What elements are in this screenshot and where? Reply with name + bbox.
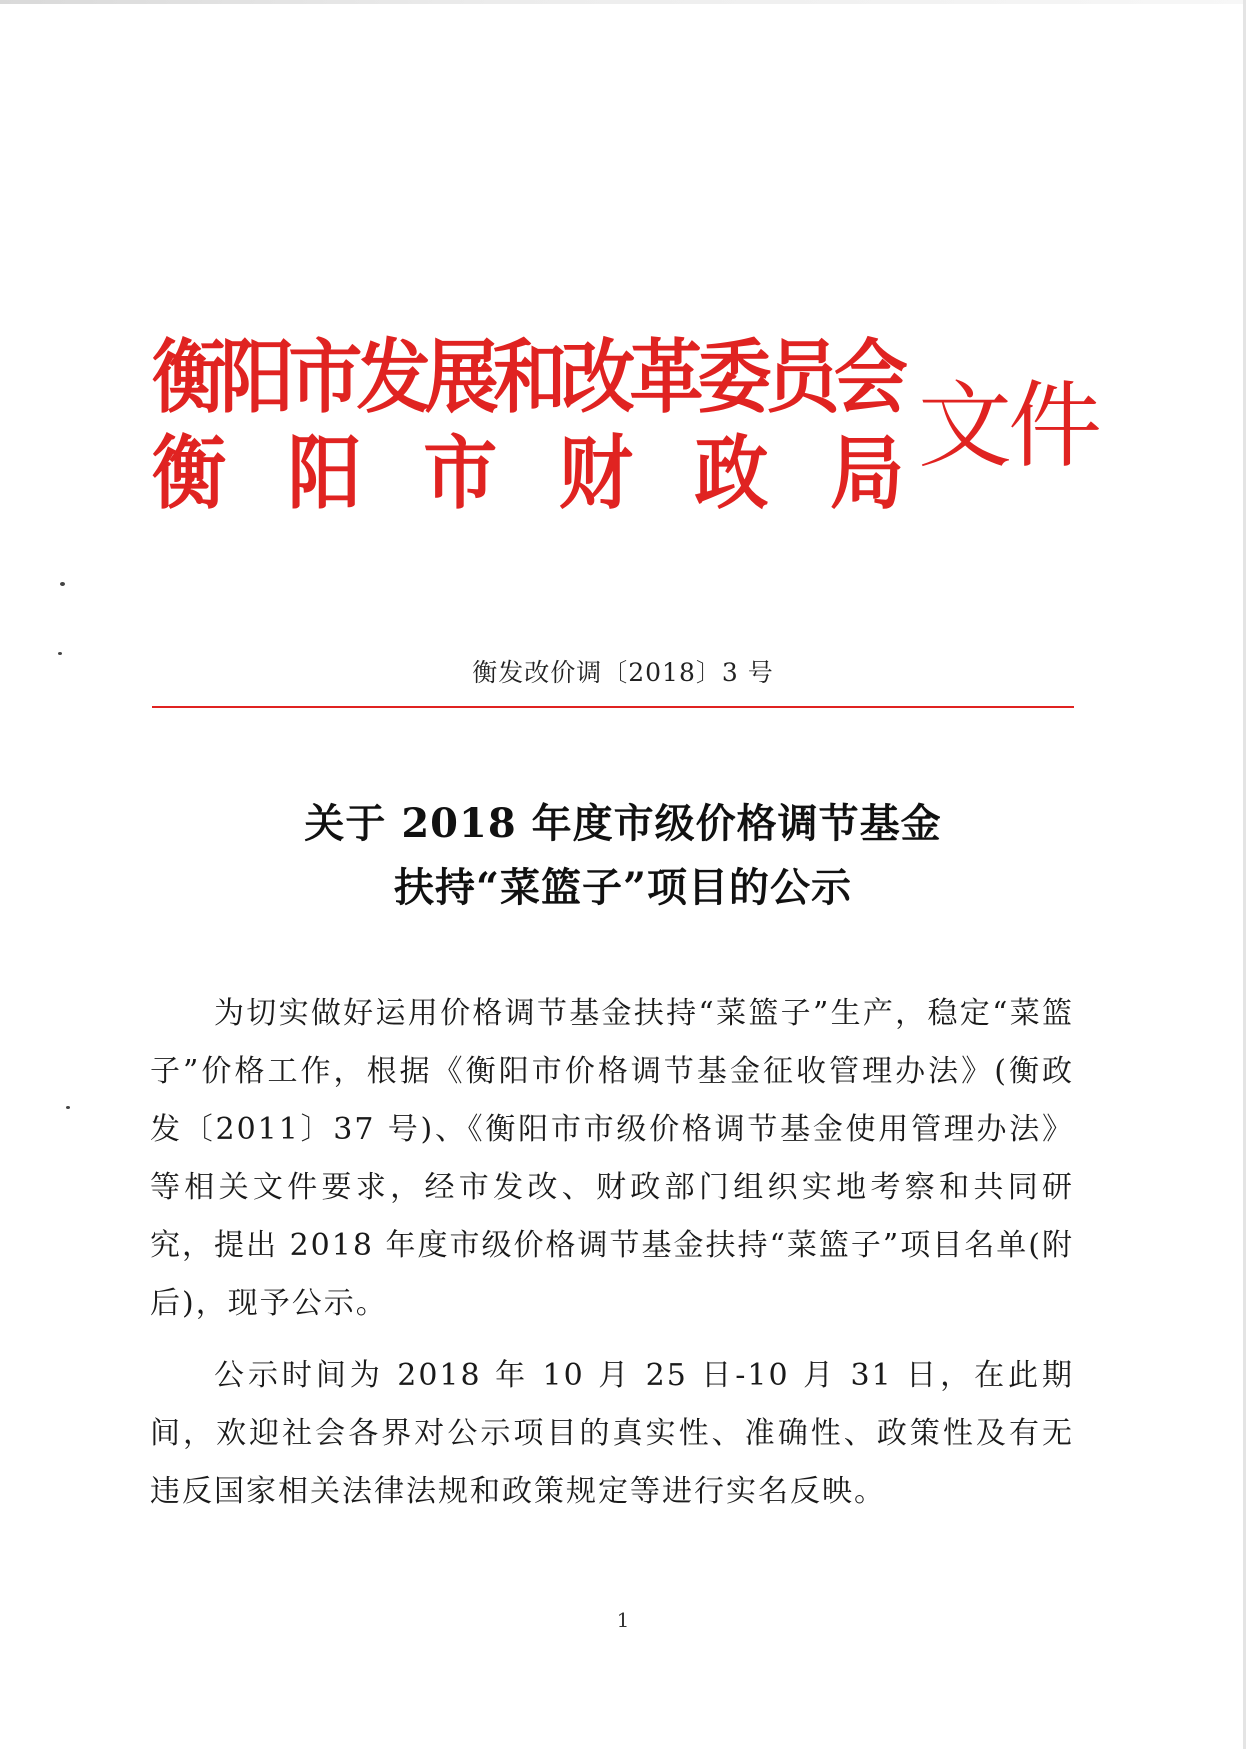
org-char: 阳: [220, 331, 289, 425]
org-char: 和: [492, 331, 561, 425]
org-char: 展: [424, 331, 493, 425]
org-char: 改: [561, 331, 630, 425]
title-line-2: 扶持“菜篮子”项目的公示: [393, 864, 852, 911]
org-char: 衡: [152, 427, 224, 521]
page-number: 1: [616, 1608, 630, 1632]
org-char: 财: [558, 427, 631, 521]
org-char: 市: [288, 331, 357, 425]
org-char: 委: [697, 331, 766, 425]
org-char: 局: [829, 427, 902, 521]
org-char: 政: [694, 427, 767, 521]
body-paragraph: 为切实做好运用价格调节基金扶持“菜篮子”生产，稳定“菜篮子”价格工作，根据《衡阳市价格调节基金征收管理办法》(衡政发〔2011〕37 号)、《衡阳市市级价格调节基金使用管理办法》等相关文件要求，经市发改、财政部门组织实地考察和共同研究，提出 2018 年度市级价格调节基金扶持“菜篮子”项目名单(附后)，现予公示。: [150, 996, 1074, 1321]
org-name-line-2: [152, 422, 902, 526]
org-char: 革: [629, 331, 698, 425]
red-separator-line: [152, 706, 1074, 708]
org-char: 发: [356, 331, 425, 425]
org-char: 会: [833, 331, 902, 425]
issuing-organizations: [152, 330, 902, 522]
document-type-label: 文件: [918, 372, 1099, 481]
scan-edge-top: [0, 0, 1246, 4]
title-line-1: 关于 2018 年度市级价格调节基金: [304, 800, 942, 847]
org-char: 衡: [152, 331, 220, 425]
body-paragraph: 公示时间为 2018 年 10 月 25 日-10 月 31 日，在此期间，欢迎社会各界对公示项目的真实性、准确性、政策性及有无违反国家相关法律法规和政策规定等进行实名反映。: [150, 1358, 1074, 1509]
org-char: 市: [423, 427, 496, 521]
document-body: [150, 985, 1074, 1535]
scan-speck: [60, 582, 65, 586]
org-name-line-1: [152, 326, 902, 430]
org-char: 阳: [287, 427, 360, 521]
document-title: [0, 792, 1246, 920]
scan-speck: [58, 652, 62, 655]
scan-speck: [66, 1106, 70, 1109]
document-number: 衡发改价调〔2018〕3 号: [472, 658, 774, 687]
org-char: 员: [765, 331, 834, 425]
